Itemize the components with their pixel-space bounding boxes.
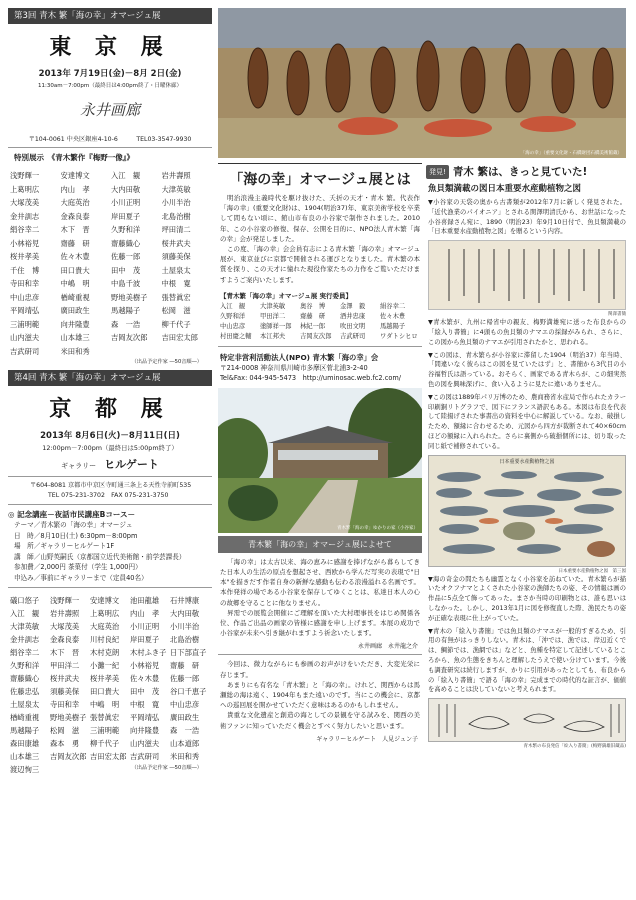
divider: [218, 346, 422, 347]
artist-name: 千住 博: [10, 265, 40, 275]
artist-name: 大津英敏: [10, 622, 40, 631]
artist-name: 上葛明広: [10, 184, 40, 194]
artist-name: 中山忠彦: [10, 292, 40, 302]
artist-name: 大塚茂美: [10, 198, 40, 207]
signature-hitomi: ギャラリーヒルゲート 人見ジュン子: [316, 735, 418, 743]
discovery-paragraph-3: ▼この図は、青木繁らが小谷家に滞留した1904（明治37）年当時、「間違いなく彼らはこの図を見ていたはず」と、書簡から3代目の小谷福哲氏は語っている。おそらく、画家である青木らが、この細実然色の図を興味深げに、食い入るように見たに違いありません。: [428, 351, 626, 388]
artist-name: [111, 345, 160, 359]
artist-name: 谷口千恵子: [170, 687, 207, 696]
artist-name: 木下 晋: [50, 648, 80, 657]
artist-name: 吉田宏太郎: [90, 752, 127, 761]
event-line: 日 時／8月10日(土) 6:30pm－8:00pm: [14, 531, 138, 540]
committee-member: 佐々木豊: [380, 312, 406, 320]
committee-member: 奥谷 博: [300, 302, 326, 310]
kyoto-artist-note: （出品予定作家 ―50音順―）: [131, 765, 202, 771]
artist-name: 浅野輝一: [10, 171, 40, 180]
artist-name: 佐藤一郎: [111, 252, 141, 261]
divider: [8, 504, 212, 505]
fish-chart-title: 日本重要水産動植物之図: [499, 458, 555, 465]
artist-name: 上葛明広: [90, 609, 120, 618]
committee-member: ワダトシヒロ: [380, 332, 418, 340]
tokyo-header-bar: 第3回 青木 繁「海の幸」オマージュ展: [8, 8, 212, 24]
house-caption: 青木繁「海の幸」ゆかりの家（小谷家）: [337, 525, 418, 531]
fish-chart-caption: 日本重要水産動植物之図 第三図: [558, 568, 626, 574]
artist-name: 米田和秀: [170, 752, 200, 761]
artist-name: 金井訓志: [10, 635, 40, 644]
committee-member: 齋藤 研: [300, 312, 326, 320]
artist-name: 絹谷幸二: [10, 225, 40, 234]
artist-name: 中根 寛: [130, 700, 160, 709]
artist-name: 佐々木豊: [60, 252, 90, 261]
artist-name: 寺田和幸: [50, 700, 80, 709]
artist-name: 須藤美保: [50, 687, 80, 696]
artist-name: 森 一浩: [170, 726, 200, 735]
artist-name: 絹谷幸二: [10, 648, 40, 657]
committee-member: 入江 観: [220, 302, 246, 310]
artist-name: 小灘一紀: [90, 661, 120, 670]
fish-illustration: [429, 465, 626, 565]
event-line: 参加費／2,000円 茶菓付（学生 1,000円）: [14, 563, 142, 571]
artist-name: 中嶋 明: [90, 700, 120, 709]
event-line: 申込み／事前にギャラリーまで（定員40名）: [14, 573, 148, 582]
artist-name: 松岡 滋: [50, 726, 80, 735]
kyoto-header-bar: 第4回 青木 繁「海の幸」オマージュ展: [8, 370, 212, 386]
gallery-name: ヒルゲート: [104, 458, 159, 471]
artist-name: 米田和秀: [60, 346, 90, 356]
artist-name: 楢崎重視: [60, 292, 90, 302]
artist-name: 安達博文: [60, 171, 90, 180]
artist-name: 礒口悠子: [10, 596, 40, 605]
artist-name: 金井訓志: [10, 211, 40, 221]
committee-member: 吉武研司: [340, 332, 366, 340]
npo-title: 特定非営利活動法人(NPO) 青木繁「海の幸」会: [220, 352, 379, 362]
artist-name: 木村克朗: [90, 648, 120, 657]
artist-name: 中山忠彦: [170, 700, 200, 709]
letter-caption: 関澤書簡: [608, 312, 626, 318]
intro-paragraph-2: この度、「海の幸」会会員有志による青木繁「海の幸」オマージュ展が、東京並びに京都で開催される運びとなりました。青木繁の本質を探り、この天才に憧れた現役作家たちの力作をご覧いただけますようご案内いたします。: [220, 245, 420, 284]
illustrated-letter-caption: 青木繁の布良発信「絵入り書簡」(梅野満雄旧蔵品): [523, 744, 626, 750]
artist-name: 小林裕児: [10, 238, 40, 248]
divider: [8, 587, 212, 588]
committee-member: 吉岡友次郎: [300, 332, 332, 340]
artist-name: 大庭英治: [90, 622, 120, 631]
artist-name: 木下 晋: [60, 225, 90, 234]
artist-name: 張替眞宏: [161, 292, 191, 302]
letter-document-image: [428, 240, 626, 310]
artist-name: 三浦明範: [90, 726, 120, 735]
committee-member: 塗師祥一郎: [260, 322, 292, 330]
gallery-prefix: ギャラリー: [61, 462, 97, 470]
artist-name: 桜井孝美: [10, 252, 40, 261]
left-column: [8, 8, 212, 896]
artist-name: 金森良泰: [50, 635, 80, 644]
committee-member: 久野和洋: [220, 312, 246, 320]
artist-name: 向井隆豊: [130, 726, 160, 735]
house-illustration: [218, 388, 422, 533]
artist-name: 森本 勇: [50, 739, 80, 748]
artist-name: 岸田夏子: [130, 635, 160, 644]
intro-paragraph-1: 明治浪漫主義時代を駆け抜けた、夭折の天才・青木 繁。代表作「海の幸」(重要文化財)は、1904(明治37)年、東京美術学校を卒業して間もない頃に、館山市布良の小谷家で制作されました。2010年、この小谷家の修復、保存、公開を目的に、NPO法人青木繁「海の幸」会が発足しました。: [220, 194, 420, 243]
committee-member: 村田慶之輔: [220, 332, 252, 340]
committee-title: 【青木繁「海の幸」オマージュ展 実行委員】: [220, 291, 353, 300]
artist-name: 内山 孝: [130, 609, 160, 618]
essay-paragraph-5: 貴重な文化遺産と創造の海としての景観を守る試みを、関西の美術ファンに知っていただく機会とすべく努力したいと思います。: [220, 711, 420, 730]
artist-name: 田中 茂: [130, 687, 160, 696]
artist-name: 森田康雄: [10, 739, 40, 748]
kyoto-hours: 12:00pm－7:00pm（最終日は5:00pm終了）: [42, 444, 178, 452]
kyoto-title: 京 都 展: [49, 396, 171, 422]
artist-name: 佐藤忠弘: [10, 687, 40, 696]
artist-name: 吉武研司: [130, 752, 160, 761]
artist-name: 楢崎重視: [10, 713, 40, 722]
painting-illustration: [218, 8, 626, 158]
discovery-paragraph-1: ▼小谷家の天袋の奥から古書類が2012年7月に新しく発見された。「近代漁業のパイオニア」とされる関澤明清氏から、お世話になった小谷喜録さん宛に、1890（明治23）年9月10日付で、魚貝類満載の「日本重要水産動植物之図」を贈るという内容。: [428, 199, 626, 236]
artist-name: 日下部直子: [170, 648, 207, 657]
artist-name: 齋藤 研: [170, 661, 200, 670]
committee-member: 中山忠彦: [220, 322, 246, 330]
committee-member: 本江邦夫: [260, 332, 286, 340]
artist-name: 齋藤織心: [10, 674, 40, 683]
artist-name: 山本雄三: [60, 333, 90, 342]
committee-member: 絹谷幸二: [380, 302, 406, 310]
artist-name: 山内滋夫: [130, 739, 160, 748]
artist-name: 金森良泰: [60, 211, 90, 221]
section-title: 「海の幸」オマージュ展とは: [218, 163, 422, 189]
artist-name: 岩井壽照: [50, 609, 80, 618]
artist-name: 北島治樹: [170, 635, 200, 644]
artist-name: 大内田敬: [111, 184, 141, 194]
tokyo-artist-list: [8, 169, 212, 358]
artist-name: 池田龍雄: [130, 596, 160, 605]
special-exhibit: 特別展示 《青木繁作『梅野一像』》: [14, 153, 134, 162]
discovery-subtitle: 魚貝類満載の図日本重要水産動植物之図: [428, 184, 582, 194]
artist-name: 甲田洋二: [50, 661, 80, 670]
event-details: [8, 520, 212, 583]
artist-name: 中島千波: [111, 279, 141, 288]
artist-name: 吉岡友次郎: [111, 333, 148, 342]
artist-name: 吉武研司: [10, 346, 40, 356]
artist-name: 齋藤織心: [111, 238, 141, 248]
artist-name: 大内田敬: [170, 609, 200, 618]
artist-name: 中根 寛: [161, 279, 191, 288]
tokyo-artist-note: （出品予定作家 ―50音順―）: [131, 359, 202, 365]
npo-contact: Tel&Fax: 044-945-5473 http://uminosac.web.fc2.com/: [220, 373, 402, 382]
divider: [218, 654, 422, 655]
artist-name: 柳千代子: [90, 739, 120, 748]
artist-name: 岩井壽照: [161, 171, 191, 180]
artist-name: 廣田政生: [60, 306, 90, 315]
artist-name: 平岡靖弘: [130, 713, 160, 722]
artist-name: 川村良紀: [90, 635, 120, 644]
divider: [8, 147, 212, 148]
artist-name: 北島治樹: [161, 211, 191, 221]
essay-paragraph-1: 「海の幸」は太古以来、海の恵みに感謝を捧げながら暮らしてきた日本人の生活の原点を想起させ、西欧から学んだ写実の表現で"日本"を描きだす作者自身の新鮮な感動も伝わる浪漫溢れる名画です。本作発祥の場である小谷家を保存してゆくことは、私達日本人の心の故郷を守ることに他なりません。: [220, 557, 420, 607]
artist-name: 柳千代子: [161, 319, 191, 329]
nagai-gallery-logo: 永井画廊: [79, 101, 140, 119]
artist-name: 入江 観: [111, 171, 141, 180]
artist-name: 馬越陽子: [10, 726, 40, 735]
committee-member: 甲田洋二: [260, 312, 286, 320]
artist-name: 松岡 滋: [161, 306, 191, 315]
artist-name: 馬越陽子: [111, 306, 141, 315]
artist-name: 向井隆豊: [60, 319, 90, 329]
artist-name: 山本雄三: [10, 752, 40, 761]
artist-name: 吉岡友次郎: [50, 752, 87, 761]
illustrated-letter-image: [428, 698, 626, 742]
artist-name: 廣田政生: [170, 713, 200, 722]
artist-name: 山内滋夫: [10, 333, 40, 342]
event-title: ◎ 記念講座－夜話市民講座Bコース－: [8, 510, 135, 519]
discovery-paragraph-2: ▼青木繁が、九州に帰省中の親友、梅野満雄宛に送った布良からの「絵入り書簡」に4頭もの魚貝類のナマエの採録がみられ、さらに、この図から魚貝類のナマエが引用されたかと、思われる。: [428, 319, 626, 346]
discovery-heading: [426, 164, 628, 179]
artist-name: [90, 763, 130, 776]
kyoto-artist-list: [8, 594, 212, 776]
right-column: [426, 160, 628, 896]
discovery-paragraph-4: ▼この図は1889年パリ万博のため、農商務省水産局で作られたカラー印刷銅リトグラフで、図下にフランス語訳もある。本図は布良を代表して陸揚げされた事書出の資料を中心に解説している。なお、破損したため、額縁に合わせるため、元図から四方が裁断されて40×60cmほどの額縁に入れられた。さらに裏側から破損個所には、切り取った同じ紙で補修されている。: [428, 393, 626, 450]
discovery-paragraph-6: ▼青木の「絵入り書簡」では魚貝類のナマエが一般的すぎるため、引用の有無がはっきりしない。青木は、「沖では、漁では、岸辺近くでは、鯛節では、漁網では」などと、魚種を特定して記述しているところから、魚の生態をきちんと理解したうえで使い分けています。今後も調査研究は続行しますが、かりに引用があったとしても、布良からの「絵入り書簡」で語る「海の幸」完成までの時代的な証言が、価値を高めることは決していないと考えられます。: [428, 627, 626, 694]
tokyo-title: 東 京 展: [49, 34, 171, 60]
artist-name: 桜井武夫: [161, 238, 191, 248]
artist-name: 田中 茂: [111, 265, 141, 275]
artist-name: 三浦明範: [10, 319, 40, 329]
event-line: 講 師／山野英嗣氏（京都国立近代美術館・前学芸課長）: [14, 552, 186, 561]
tokyo-date: 2013年 7月19日(金)－8月 2日(金): [38, 69, 182, 79]
event-line: 場 所／ギャラリーヒルゲート1F: [14, 542, 115, 550]
sketch-illustration: [429, 699, 626, 742]
discovery-paragraph-5: ▼海の奇金の間たちも幽霊となく小谷家を訪ねていた。青木繁らが描いたオクフナマとよくされた小谷家の漁師たちの姿、その情報は画の作品に5点全て飾ってあった。まさか当時の印刷物とは、誰も思いはしなかった。しかし、2013年1月に図を修復直した際、漁民たちの姿が正確な表現に仕上がっていた。: [428, 575, 626, 622]
artist-name: 小川正明: [130, 622, 160, 631]
artist-name: 小林裕児: [130, 661, 160, 670]
artist-name: 大塚茂美: [50, 622, 80, 631]
calligraphy-illustration: [429, 241, 626, 310]
ogura-house-photo: [218, 388, 422, 533]
committee-member: 大津英敏: [260, 302, 286, 310]
artist-name: 佐々木豊: [130, 674, 160, 683]
kyoto-date: 2013年 8月6日(火)－8月11日(日): [40, 431, 180, 441]
artist-name: 土屋泉太: [10, 700, 40, 709]
discovery-title: 青木 繁は、きっと見ていた!: [452, 166, 588, 178]
artist-name: 須藤美保: [161, 252, 191, 261]
artist-name: 内山 孝: [60, 184, 90, 194]
artist-name: 張替眞宏: [90, 713, 120, 722]
committee-member: 酒井忠康: [340, 312, 366, 320]
artist-name: 浅野輝一: [50, 596, 80, 605]
artist-name: 齋藤 研: [60, 238, 90, 248]
artist-name: 岸田夏子: [111, 211, 141, 221]
essay-title: 青木繁「海の幸」オマージュ展によせて: [218, 536, 422, 553]
artist-name: 安達博文: [90, 596, 120, 605]
divider: [8, 476, 212, 477]
painting-caption: 「海の幸」（重要文化財・石橋財団石橋美術館蔵）: [520, 151, 622, 156]
artist-name: 久野和洋: [111, 225, 141, 234]
artist-name: 森 一浩: [111, 319, 141, 329]
artist-name: 小川半治: [170, 622, 200, 631]
committee-member: 林紀一郎: [300, 322, 326, 330]
artist-name: 久野和洋: [10, 661, 40, 670]
artist-name: [50, 763, 90, 776]
artist-name: 大庭英治: [60, 198, 90, 207]
artist-name: 桜井孝美: [90, 674, 120, 683]
umi-no-sachi-painting: [218, 8, 626, 158]
signature-nagai: 永井画廊 永井龍之介: [357, 643, 418, 651]
artist-name: 田口貴大: [90, 687, 120, 696]
artist-name: 野地美樹子: [50, 713, 87, 722]
artist-name: 佐藤一郎: [170, 674, 200, 683]
committee-member: 吹田文明: [340, 322, 366, 330]
kyoto-tel: TEL 075-231-3702 FAX 075-231-3750: [48, 491, 169, 499]
artist-name: 木村ふき子: [130, 648, 167, 657]
essay-paragraph-4: あまりにも有名な「青木繁」と「海の幸」。けれど、関西からは馬瀬総の海は遠く、1904年もまた遠いのです。当にこの機会に、京都への巡回展を開かせていただく意味はあるのかもしれません。: [220, 680, 420, 710]
artist-name: 大津英敏: [161, 184, 191, 194]
artist-name: 田口貴大: [60, 265, 90, 275]
artist-name: 小川半治: [161, 198, 191, 207]
artist-name: 渡辺恂三: [10, 765, 40, 774]
kyoto-address: 〒604-8081 京都市中京区寺町通三条上る天性寺前町535: [30, 482, 192, 489]
artist-name: 中嶋 明: [60, 279, 90, 288]
committee-list: [218, 302, 422, 342]
artist-name: 桜井武夫: [50, 674, 80, 683]
artist-name: 寺田和幸: [10, 279, 40, 288]
tokyo-hours: 11:30am－7:00pm（最終日は4:00pm終了・日曜休廊）: [38, 83, 182, 89]
committee-member: 馬越陽子: [380, 322, 406, 330]
artist-name: 小川正明: [111, 198, 141, 207]
hillgate-logo: [8, 456, 212, 472]
committee-member: 金澤 毅: [340, 302, 366, 310]
artist-name: 土屋泉太: [161, 265, 191, 275]
essay-paragraph-2: 昇需での展覧会開催にご理解を頂いた大村理事長をはじめ関係各位、作品ご出品の画家の皆様に感謝を申し上げます。本展の成功で小谷家が未来へ引き継がれますよう祈念いたします。: [220, 608, 420, 638]
tokyo-address: 〒104-0061 中央区銀座4-10-6 TEL03-3547-9930: [28, 136, 192, 143]
event-line: テーマ／青木繁の「海の幸」オマージュ: [14, 521, 133, 529]
fish-chart-image: [428, 455, 626, 567]
artist-name: 石井博康: [170, 596, 200, 605]
artist-name: 野地美樹子: [111, 292, 148, 302]
essay-paragraph-3: 今回は、微力ながらにも参画のお声がけをいただき、大変光栄に存じます。: [220, 660, 420, 679]
artist-name: 山本道郎: [170, 739, 200, 748]
artist-name: 平岡靖弘: [10, 306, 40, 315]
artist-name: 吉田宏太郎: [161, 333, 198, 342]
npo-address: 〒214-0008 神奈川県川崎市多摩区菅北浦3-2-40: [220, 363, 368, 372]
artist-name: 坪田清二: [161, 225, 191, 234]
artist-name: 入江 観: [10, 609, 40, 618]
discovery-badge: 発見!: [426, 165, 449, 179]
